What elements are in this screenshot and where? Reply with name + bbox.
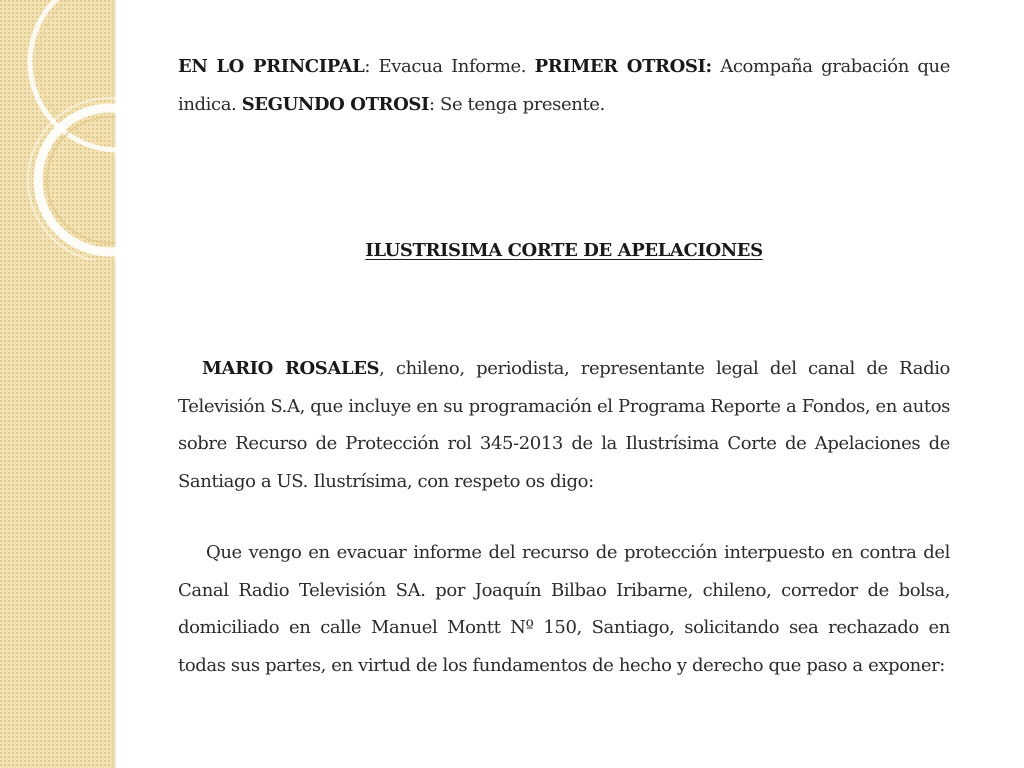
primer-otrosi-text: Acompaña grabación que indica. — [178, 56, 950, 115]
segundo-otrosi-text: : Se tenga presente. — [429, 94, 605, 115]
document-sumilla — [178, 48, 950, 124]
request-paragraph: Que vengo en evacuar informe del recurso de protección interpuesto en contra del Canal Radio Televisión SA. por Joaquín Bilbao Iribarne, chileno, corredor de bolsa, domiciliado en calle Manuel Montt Nº 150, Santiago, solicitando sea rechazado en todas sus partes, en virtud de los fundamentos de hecho y derecho que paso a exponer: — [178, 542, 950, 676]
sumilla-paragraph — [178, 48, 950, 124]
court-heading: ILUSTRISIMA CORTE DE APELACIONES — [365, 240, 763, 261]
decorative-rings — [0, 0, 116, 260]
principal-text: : Evacua Informe. — [364, 56, 535, 77]
principal-label: EN LO PRINCIPAL — [178, 56, 365, 77]
appearing-party-name: MARIO ROSALES — [202, 358, 380, 379]
appearance-paragraph — [178, 350, 950, 500]
appearance-text: , chileno, periodista, representante legal del canal de Radio Televisión S.A, que incluye en su programación el Programa Reporte a Fondos, en autos sobre Recurso de Protección rol 345-2013 de la Ilustrísima Corte de Apelaciones de Santiago a US. Ilustrísima, con respeto os digo: — [178, 358, 950, 492]
segundo-otrosi-label: SEGUNDO OTROSI — [241, 94, 430, 115]
primer-otrosi-label: PRIMER OTROSI: — [534, 56, 712, 77]
